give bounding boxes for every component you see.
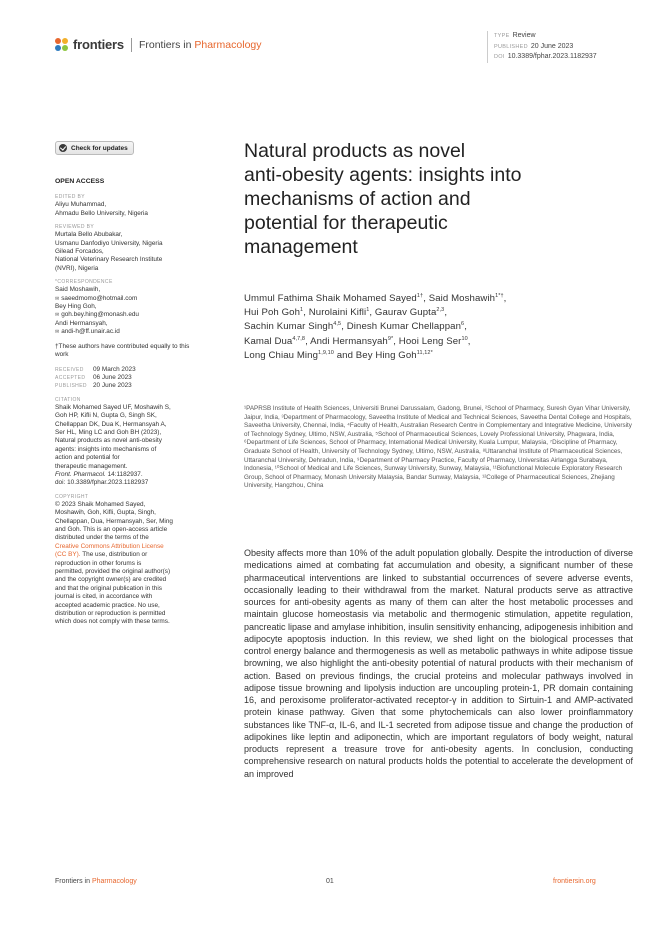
check-updates-icon xyxy=(59,144,67,152)
article-title: Natural products as novel anti-obesity agents: insights into mechanisms of action and potential for therapeutic management xyxy=(244,140,522,258)
dates: RECEIVED 09 March 2023 ACCEPTED 06 June 2023 PUBLISHED 20 June 2023 xyxy=(55,365,136,390)
brand-name: frontiers xyxy=(73,37,124,52)
license-link-cc-by[interactable]: (CC BY). xyxy=(55,551,81,559)
author-line: Kamal Dua$^{4,7,8}$, Andi Hermansyah$^{9*}$, Hooi Leng Ser$^{10}$, xyxy=(244,335,471,347)
footer-journal: Frontiers in Pharmacology xyxy=(55,878,137,885)
published-row: PUBLISHED 20 June 2023 xyxy=(494,42,574,50)
email-link[interactable]: ✉ saeedmomo@hotmail.com xyxy=(55,295,230,303)
check-for-updates-button[interactable]: Check for updates xyxy=(55,141,134,155)
author-line: Long Chiau Ming$^{1,9,10}$ and Bey Hing Goh$^{11,12*}$ xyxy=(244,349,433,361)
journal-name[interactable]: Frontiers in Pharmacology xyxy=(138,38,262,51)
correspondence: *CORRESPONDENCE Said Moshawih, ✉ saeedmomo@hotmail.com Bey Hing Goh, ✉ goh.bey.hing@monash.edu Andi Hermansyah, ✉ andi-h@ff.unair.ac.id xyxy=(55,279,230,336)
logo-divider xyxy=(131,38,132,52)
article-meta xyxy=(487,31,597,63)
license-link[interactable]: Creative Commons Attribution License xyxy=(55,542,164,550)
frontiers-logo[interactable] xyxy=(55,37,262,52)
affiliations: ¹PAPRSB Institute of Health Sciences, Universiti Brunei Darussalam, Gadong, Brunei, ²School of Pharmacy, Suresh Gyan Vihar University, Jaipur, India, ³Department of Pharmacology, Saveetha Institute of Medical and Technical Sciences, Saveetha Dental College and Hospitals, Saveetha University, Chennai, India, ⁴Faculty of Health, Australian Research Centre in Complementary and Integrative Medicine, University of Technology Sydney, Ultimo, NSW, Australia, ⁵School of Pharmaceutical Sciences, Lovely Professional University, Phagwara, India, ⁶Department of Life Sciences, School of Pharmacy, International Medical University, Kuala Lumpur, Malaysia, ⁷Discipline of Pharmacy, Graduate School of Health, University of Technology Sydney, Ultimo, NSW, Australia, ⁸Uttaranchal Institute of Pharmaceutical Sciences, Uttaranchal University, Dehradun, India, ⁹Department of Pharmacy Practice, Faculty of Pharmacy, Universitas Airlangga Surabaya, Indonesia, ¹⁰School of Medical and Life Sciences, Sunway University, Sunway, Malaysia, ¹¹Biofunctional Molecule Exploratory Research Group, School of Pharmacy, Monash University Malaysia, Bandar Sunway, Malaysia, ¹²College of Pharmaceutical Sciences, Zhejiang University, Hangzhou, China xyxy=(244,405,632,490)
open-access-label: OPEN ACCESS xyxy=(55,178,105,185)
footer-website-link[interactable]: frontiersin.org xyxy=(553,878,596,885)
citation-doi[interactable]: doi: 10.3389/fphar.2023.1182937 xyxy=(55,479,149,487)
citation: CITATION Shaik Mohamed Sayed UF, Moshawih S, Goh HP, Kifli N, Gupta G, Singh SK, Chellappan DK, Dua K, Hermansyah A, Ser HL, Ming LC and Goh BH (2023), Natural products as novel anti-obesity agents: insights into mechanisms of action and potential for therapeutic management. Front. Pharmacol. 14:1182937. doi: 10.3389/fphar.2023.1182937 xyxy=(55,397,230,488)
author-line: Sachin Kumar Singh$^{4,5}$, Dinesh Kumar Chellappan$^6$, xyxy=(244,321,467,333)
reviewed-by: REVIEWED BY Murtala Bello Abubakar, Usmanu Danfodiyo University, Nigeria Gilead Forcados, National Veterinary Research Institute (NVRI), Nigeria xyxy=(55,224,163,272)
doi-row[interactable]: DOI 10.3389/fphar.2023.1182937 xyxy=(494,53,597,60)
copyright: COPYRIGHT © 2023 Shaik Mohamed Sayed, Moshawih, Goh, Kifli, Gupta, Singh, Chellappan, Dua, Hermansyah, Ser, Ming and Goh. This is an open-access article distributed under the terms of the Creative Commons Attribution License (CC BY). The use, distribution or reproduction in other forums is permitted, provided the original author(s) and the copyright owner(s) are credited and that the original publication in this journal is cited, in accordance with accepted academic practice. No use, distribution or reproduction is permitted which does not comply with these terms. xyxy=(55,494,230,627)
email-link[interactable]: ✉ goh.bey.hing@monash.edu xyxy=(55,311,230,319)
sidebar-info xyxy=(55,178,230,633)
equal-contribution-note: †These authors have contributed equally to this work xyxy=(55,342,190,359)
page-number: 01 xyxy=(326,878,334,885)
author-list xyxy=(244,292,636,363)
abstract: Obesity affects more than 10% of the adult population globally. Despite the introduction of diverse medications aimed at combating fat accumulation and obesity, a significant number of these pharmaceutical interventions are linked to substantial occurrences of severe adverse events, occasionally leading to their withdrawal from the market. Natural products serve as attractive sources for anti-obesity agents as many of them can alter the host metabolic processes and maintain glucose homeostasis via metabolic and thermogenic stimulation, appetite regulation, pancreatic lipase and amylase inhibition, insulin sensitivity enhancing, adipogenesis inhibition and adipocyte apoptosis induction. In this review, we shed light on the biological processes that control energy balance and thermogenesis as well as metabolic pathways in white adipose tissue browning, we also highlight the anti-obesity potential of natural products with their mechanism of action. Based on previous findings, the crucial proteins and molecular pathways involved in adipose tissue browning and lipolysis induction are uncoupling protein-1, PR domain containing 16, and peroxisome proliferator-activated receptor-γ in addition to Sirtuin-1 and AMP-activated protein kinase pathway. Given that some phytochemicals can also lower proinflammatory substances like TNF-α, IL-6, and IL-1 secreted from adipose tissue and change the production of adipokines like leptin and adiponectin, which are important regulators of body weight, natural products represent a treasure trove for anti-obesity agents. In conclusion, conducting comprehensive research on natural products holds the potential to accelerate the development of an improved xyxy=(244,548,633,779)
author-line: Ummul Fathima Shaik Mohamed Sayed$^{1\dagger}$, Said Moshawih$^{1*\dagger}$, xyxy=(244,292,507,304)
frontiers-logo-icon xyxy=(55,38,69,52)
author-line: Hui Poh Goh$^1$, Nurolaini Kifli$^1$, Gaurav Gupta$^{2,3}$, xyxy=(244,307,448,319)
edited-by: EDITED BY Aliyu Muhammad, Ahmadu Bello University, Nigeria xyxy=(55,194,148,217)
email-link[interactable]: ✉ andi-h@ff.unair.ac.id xyxy=(55,328,230,336)
type-row: TYPE Review xyxy=(494,32,536,39)
